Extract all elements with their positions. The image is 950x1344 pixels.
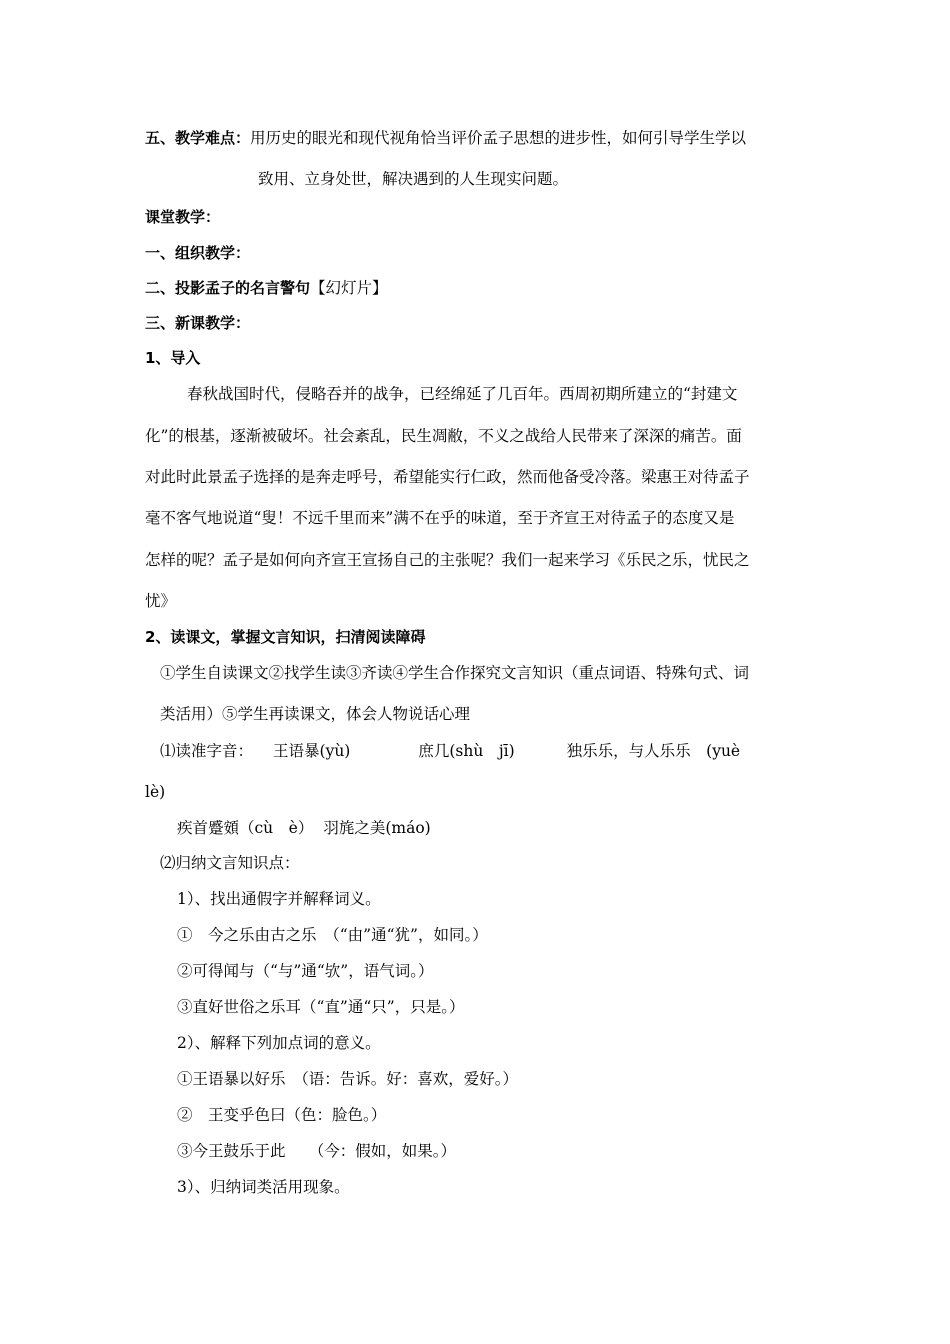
intro-line-4: 毫不客气地说道“叟！不远千里而来”满不在乎的味道，至于齐宣王对待孟子的态度又是 xyxy=(145,509,735,527)
reading-steps-1: ①学生自读课文②找学生读③齐读④学生合作探究文言知识（重点词语、特殊句式、词 xyxy=(160,664,750,682)
sub2-item-2: ② 王变乎色曰（色：脸色。） xyxy=(177,1106,387,1124)
sub2-title: 2）、解释下列加点词的意义。 xyxy=(177,1034,381,1052)
step-projection-label: 二、投影孟子的名言警句 xyxy=(145,279,311,297)
pronunciation-line-2 xyxy=(177,818,431,838)
sub2-item-1: ①王语暴以好乐 （语：告诉。好：喜欢，爱好。） xyxy=(177,1070,519,1088)
difficulty-text-1: 用历史的眼光和现代视角恰当评价孟子思想的进步性，如何引导学生学以 xyxy=(250,129,747,147)
pron-item-3: 独乐乐，与人乐乐 (yuè xyxy=(566,742,741,760)
intro-line-5: 怎样的呢？孟子是如何向齐宣王宣扬自己的主张呢？我们一起来学习《乐民之乐，忧民之 xyxy=(145,551,750,569)
difficulty-text-2: 致用、立身处世，解决遇到的人生现实问题。 xyxy=(258,170,569,188)
reading-steps-2: 类活用）⑤学生再读课文，体会人物说话心理 xyxy=(160,705,471,723)
classroom-heading: 课堂教学： xyxy=(145,208,221,226)
sub3-title: 3）、归纳词类活用现象。 xyxy=(177,1178,350,1196)
step-organize: 一、组织教学： xyxy=(145,244,251,262)
sub2-item-3: ③今王鼓乐于此 （今：假如，如果。） xyxy=(177,1142,457,1160)
intro-line-3: 对此时此景孟子选择的是奔走呼号，希望能实行仁政，然而他备受冷落。梁惠王对待孟子 xyxy=(145,468,750,486)
sub1-item-3: ③直好世俗之乐耳（“直”通“只”，只是。） xyxy=(177,998,465,1016)
pron-item-4: 疾首蹙頞（cù è） xyxy=(177,819,314,837)
pron-item-2: 庶几(shù jī) xyxy=(418,742,515,760)
step-projection xyxy=(145,278,388,298)
intro-line-1: 春秋战国时代，侵略吞并的战争，已经绵延了几百年。西周初期所建立的“封建文 xyxy=(187,385,738,403)
intro-line-6: 忧》 xyxy=(145,592,177,610)
pronunciation-label: ⑴读准字音： xyxy=(160,742,254,760)
pron-item-3-cont: lè) xyxy=(145,783,166,801)
step-new-lesson: 三、新课教学： xyxy=(145,314,251,332)
reading-heading: 2、读课文，掌握文言知识，扫清阅读障碍 xyxy=(145,628,426,646)
difficulty-line-1 xyxy=(145,128,746,148)
pronunciation-line xyxy=(160,741,810,761)
pron-item-1: 王语暴(yù) xyxy=(273,742,351,760)
difficulty-label: 五、教学难点： xyxy=(145,129,251,147)
sub1-title: 1）、找出通假字并解释词义。 xyxy=(177,890,381,908)
sub1-item-1: ① 今之乐由古之乐 （“由”通“犹”，如同。） xyxy=(177,926,488,944)
sub1-item-2: ②可得闻与（“与”通“欤”，语气词。） xyxy=(177,962,434,980)
intro-heading: 1、导入 xyxy=(145,349,201,367)
summary-label: ⑵归纳文言知识点： xyxy=(160,854,300,872)
intro-line-2: 化”的根基，逐渐被破坏。社会紊乱，民生凋敝，不义之战给人民带来了深深的痛苦。面 xyxy=(145,427,742,445)
pron-item-5: 羽旄之美(máo) xyxy=(323,819,431,837)
slide-tag: 【幻灯片】 xyxy=(310,279,388,297)
